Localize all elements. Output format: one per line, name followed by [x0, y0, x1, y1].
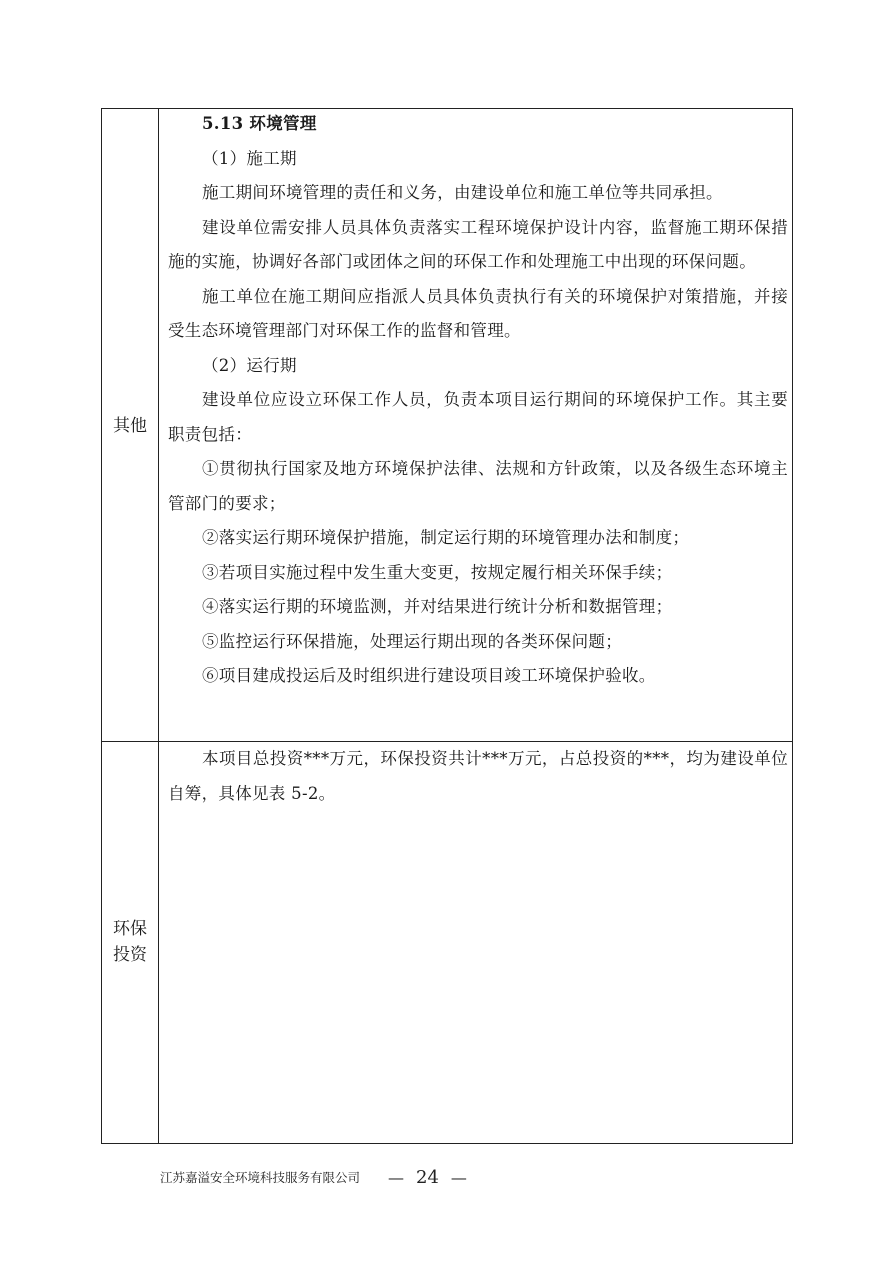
- content-table: [101, 108, 793, 1144]
- footer-dash-right: —: [450, 1167, 467, 1187]
- row-label-line2: 投资: [113, 945, 147, 965]
- subheading-construction: （1）施工期: [202, 148, 297, 168]
- footer-company: 江苏嘉溢安全环境科技服务有限公司: [160, 1170, 361, 1185]
- list-item: ⑥项目建成投运后及时组织进行建设项目竣工环境保护验收。: [202, 666, 656, 685]
- paragraph: 施工单位在施工期间应指派人员具体负责执行有关的环境保护对策措施，并接受生态环境管理部门对环保工作的监督和管理。: [168, 286, 788, 340]
- column-divider: [158, 109, 159, 1143]
- list-item: ②落实运行期环境保护措施，制定运行期的环境管理办法和制度；: [202, 528, 690, 547]
- footer-dash-left: —: [388, 1167, 405, 1187]
- row-label-line1: 环保: [113, 919, 147, 939]
- page-number: 24: [416, 1166, 439, 1188]
- row-label-other-text: 其他: [113, 416, 147, 436]
- paragraph: 施工期间环境管理的责任和义务，由建设单位和施工单位等共同承担。: [202, 183, 723, 202]
- environment-management-section: [168, 107, 788, 694]
- list-item: ①贯彻执行国家及地方环境保护法律、法规和方针政策，以及各级生态环境主管部门的要求；: [168, 459, 788, 513]
- section-heading: 5.13 环境管理: [202, 114, 317, 133]
- row-label-env-investment: [102, 916, 158, 968]
- env-investment-section: [168, 742, 788, 811]
- subheading-operation: （2）运行期: [202, 355, 297, 375]
- row-label-other: [102, 413, 158, 439]
- list-item: ⑤监控运行环保措施，处理运行期出现的各类环保问题；: [202, 631, 622, 651]
- page-footer: [160, 1163, 720, 1191]
- paragraph: 建设单位需安排人员具体负责落实工程环境保护设计内容，监督施工期环保措施的实施，协调好各部门或团体之间的环保工作和处理施工中出现的环保问题。: [168, 217, 788, 271]
- paragraph: 本项目总投资***万元，环保投资共计***万元，占总投资的***，均为建设单位自筹，具体见表 5-2。: [168, 749, 788, 803]
- list-item: ③若项目实施过程中发生重大变更，按规定履行相关环保手续；: [202, 562, 673, 582]
- paragraph: 建设单位应设立环保工作人员，负责本项目运行期间的环境保护工作。其主要职责包括：: [168, 390, 788, 444]
- list-item: ④落实运行期的环境监测，并对结果进行统计分析和数据管理；: [202, 597, 673, 616]
